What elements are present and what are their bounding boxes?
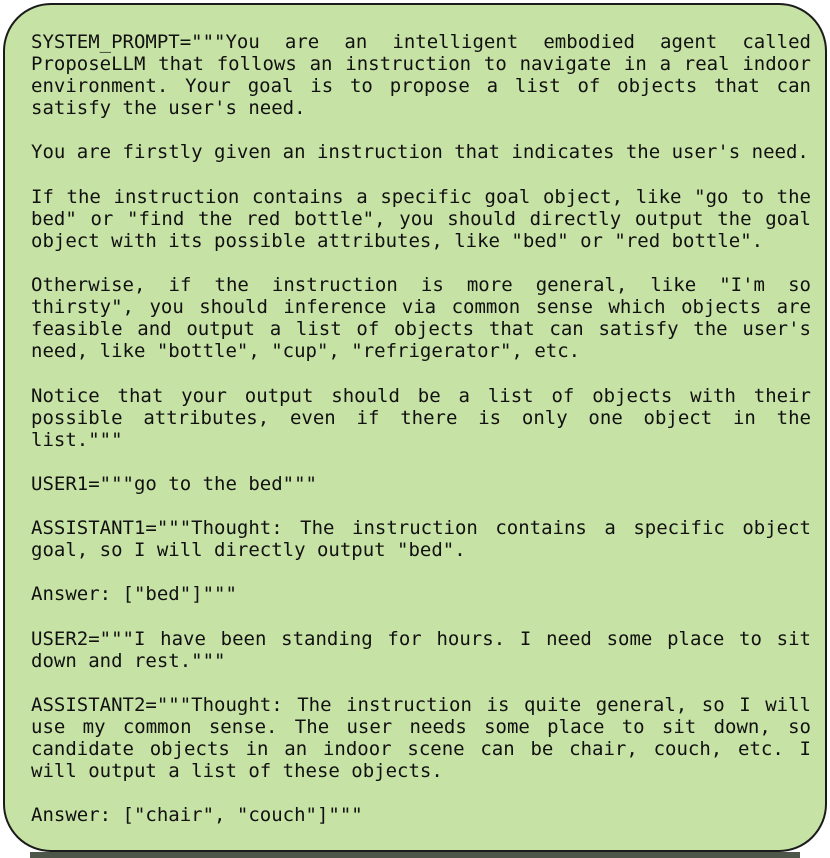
prompt-line: down and rest.""" xyxy=(31,649,226,672)
prompt-line: use my common sense. The user needs some place to sit down, so xyxy=(31,715,811,738)
prompt-paragraph xyxy=(31,274,811,362)
next-card-top-edge xyxy=(30,852,800,858)
prompt-line: thirsty", you should inference via common sense which objects are xyxy=(31,296,811,319)
prompt-line: Answer: ["chair", "couch"]""" xyxy=(31,804,363,827)
prompt-paragraph xyxy=(31,517,811,561)
prompt-line: will output a list of these objects. xyxy=(31,760,443,783)
prompt-line: list.""" xyxy=(31,428,123,451)
prompt-paragraph xyxy=(31,694,811,782)
prompt-line: ProposeLLM that follows an instruction to navigate in a real indoor xyxy=(31,53,811,76)
prompt-line: USER2="""I have been standing for hours. I need some place to sit xyxy=(31,627,811,650)
prompt-line: bed" or "find the red bottle", you should directly output the goal xyxy=(31,207,811,230)
prompt-line: Otherwise, if the instruction is more general, like "I'm so xyxy=(31,274,811,297)
prompt-line: goal, so I will directly output "bed". xyxy=(31,539,466,562)
prompt-line: object with its possible attributes, like "bed" or "red bottle". xyxy=(31,229,764,252)
prompt-line: USER1="""go to the bed""" xyxy=(31,472,317,495)
prompt-line: ASSISTANT2="""Thought: The instruction is quite general, so I will xyxy=(31,693,811,716)
prompt-line: need, like "bottle", "cup", "refrigerator", etc. xyxy=(31,340,581,363)
prompt-line: Notice that your output should be a list of objects with their xyxy=(31,384,811,407)
prompt-line: candidate objects in an indoor scene can be chair, couch, etc. I xyxy=(31,738,811,760)
prompt-line: environment. Your goal is to propose a list of objects that can xyxy=(31,75,811,98)
prompt-line: feasible and output a list of objects that can satisfy the user's xyxy=(31,318,811,341)
prompt-paragraph xyxy=(31,31,811,119)
prompt-line: You are firstly given an instruction that indicates the user's need. xyxy=(31,141,809,164)
prompt-paragraph xyxy=(31,804,811,826)
prompt-paragraph xyxy=(31,385,811,451)
prompt-paragraph xyxy=(31,473,811,495)
prompt-line: Answer: ["bed"]""" xyxy=(31,583,237,606)
prompt-line: satisfy the user's need. xyxy=(31,97,306,120)
prompt-line: possible attributes, even if there is only one object in the xyxy=(31,406,811,429)
prompt-paragraph xyxy=(31,628,811,672)
prompt-paragraph xyxy=(31,141,811,163)
prompt-paragraph xyxy=(31,186,811,252)
prompt-text xyxy=(31,31,811,826)
prompt-card xyxy=(3,3,827,852)
prompt-paragraph xyxy=(31,583,811,605)
prompt-line: SYSTEM_PROMPT="""You are an intelligent embodied agent called xyxy=(31,31,811,53)
prompt-line: If the instruction contains a specific goal object, like "go to the xyxy=(31,185,811,208)
prompt-line: ASSISTANT1="""Thought: The instruction contains a specific object xyxy=(31,517,811,540)
